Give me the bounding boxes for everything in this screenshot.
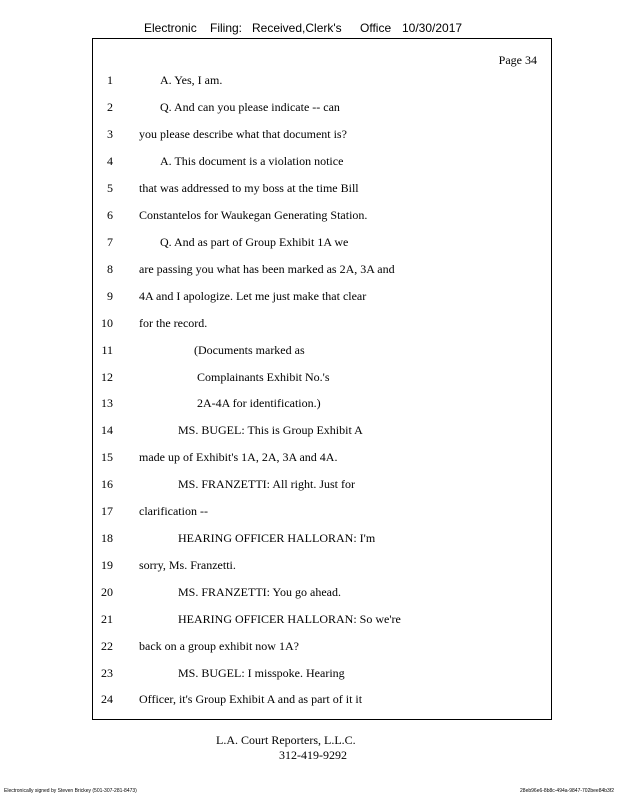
transcript-line bbox=[93, 612, 551, 628]
line-text: sorry, Ms. Franzetti. bbox=[139, 558, 236, 572]
line-number: 8 bbox=[107, 262, 113, 276]
filing-date: 10/30/2017 bbox=[402, 21, 463, 35]
transcript-line bbox=[93, 477, 551, 493]
line-text: MS. FRANZETTI: You go ahead. bbox=[178, 585, 342, 599]
document-hash: 28eb96e6-8b8c-494a-9847-702bee84b3f2 bbox=[520, 788, 614, 794]
line-number: 12 bbox=[101, 370, 113, 384]
line-number: 10 bbox=[101, 316, 113, 330]
line-text: MS. BUGEL: This is Group Exhibit A bbox=[178, 423, 363, 437]
line-text: A. Yes, I am. bbox=[160, 73, 223, 87]
line-number: 1 bbox=[107, 73, 113, 87]
line-number: 17 bbox=[101, 504, 113, 518]
line-text: Complainants Exhibit No.'s bbox=[197, 370, 330, 384]
line-number: 4 bbox=[107, 154, 113, 168]
transcript-line bbox=[93, 73, 551, 89]
transcript-line bbox=[93, 370, 551, 386]
transcript-line bbox=[93, 181, 551, 197]
transcript-line bbox=[93, 666, 551, 682]
transcript-line bbox=[93, 639, 551, 655]
line-number: 6 bbox=[107, 208, 113, 222]
line-text: back on a group exhibit now 1A? bbox=[139, 639, 299, 653]
transcript-line bbox=[93, 316, 551, 332]
court-reporter-name: L.A. Court Reporters, L.L.C. bbox=[216, 733, 356, 747]
line-text: clarification -- bbox=[139, 504, 208, 518]
line-number: 19 bbox=[101, 558, 113, 572]
filing-received: Received,Clerk's bbox=[252, 21, 342, 35]
line-number: 14 bbox=[101, 423, 113, 437]
line-text: Q. And as part of Group Exhibit 1A we bbox=[160, 235, 349, 249]
filing-stamp-header bbox=[144, 21, 462, 35]
line-number: 2 bbox=[107, 100, 113, 114]
line-number: 7 bbox=[107, 235, 113, 249]
line-number: 18 bbox=[101, 531, 113, 545]
line-text: you please describe what that document is? bbox=[139, 127, 347, 141]
line-text: MS. FRANZETTI: All right. Just for bbox=[178, 477, 356, 491]
transcript-line bbox=[93, 289, 551, 305]
line-text: MS. BUGEL: I misspoke. Hearing bbox=[178, 666, 345, 680]
line-text: 4A and I apologize. Let me just make that clear bbox=[139, 289, 367, 303]
line-number: 13 bbox=[101, 396, 113, 410]
line-number: 5 bbox=[107, 181, 113, 195]
line-number: 9 bbox=[107, 289, 113, 303]
transcript-page bbox=[92, 38, 552, 720]
transcript-line bbox=[93, 558, 551, 574]
line-number: 11 bbox=[101, 343, 113, 357]
line-number: 22 bbox=[101, 639, 113, 653]
line-text: A. This document is a violation notice bbox=[160, 154, 344, 168]
transcript-line bbox=[93, 450, 551, 466]
line-text: made up of Exhibit's 1A, 2A, 3A and 4A. bbox=[139, 450, 338, 464]
page-number: Page 34 bbox=[498, 53, 537, 67]
line-text: Constantelos for Waukegan Generating Station. bbox=[139, 208, 368, 222]
line-number: 16 bbox=[101, 477, 113, 491]
line-text: 2A-4A for identification.) bbox=[197, 396, 321, 410]
line-number: 15 bbox=[101, 450, 113, 464]
line-text: HEARING OFFICER HALLORAN: So we're bbox=[178, 612, 401, 626]
transcript-line bbox=[93, 154, 551, 170]
transcript-line bbox=[93, 262, 551, 278]
line-number: 3 bbox=[107, 127, 113, 141]
line-text: Officer, it's Group Exhibit A and as part of it it bbox=[139, 692, 363, 706]
line-text: that was addressed to my boss at the time Bill bbox=[139, 181, 359, 195]
line-text: are passing you what has been marked as 2A, 3A and bbox=[139, 262, 395, 276]
line-number: 21 bbox=[101, 612, 113, 626]
transcript-line bbox=[93, 692, 551, 708]
transcript-line bbox=[93, 235, 551, 251]
line-text: for the record. bbox=[139, 316, 208, 330]
line-text: HEARING OFFICER HALLORAN: I'm bbox=[178, 531, 376, 545]
transcript-line bbox=[93, 423, 551, 439]
transcript-line bbox=[93, 585, 551, 601]
line-number: 24 bbox=[101, 692, 113, 706]
transcript-line bbox=[93, 127, 551, 143]
line-text: (Documents marked as bbox=[194, 343, 305, 357]
line-number: 23 bbox=[101, 666, 113, 680]
line-text: Q. And can you please indicate -- can bbox=[160, 100, 340, 114]
transcript-line bbox=[93, 100, 551, 116]
filing-label: Filing: bbox=[210, 21, 243, 35]
transcript-line bbox=[93, 396, 551, 412]
court-reporter-phone: 312-419-9292 bbox=[279, 748, 347, 762]
line-number: 20 bbox=[101, 585, 113, 599]
transcript-line bbox=[93, 343, 551, 359]
transcript-line bbox=[93, 504, 551, 520]
electronic-signature: Electronically signed by Steven Brickey (501-307-281-8473) bbox=[4, 788, 137, 794]
transcript-line bbox=[93, 531, 551, 547]
filing-office: Office bbox=[360, 21, 392, 35]
filing-electronic: Electronic bbox=[144, 21, 197, 35]
transcript-line bbox=[93, 208, 551, 224]
